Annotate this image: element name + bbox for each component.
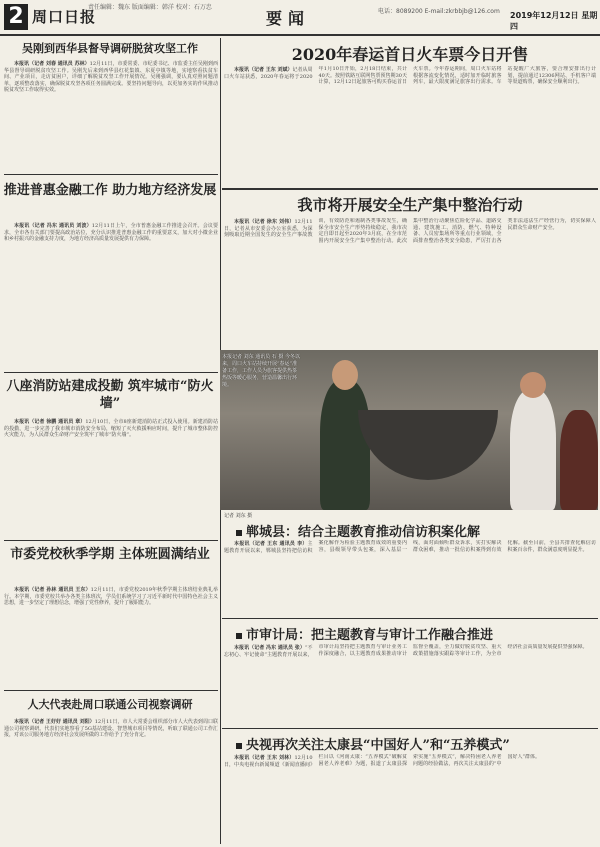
divider [4, 174, 218, 175]
fourth-article-title: 市审计局：把主题教育与审计工作融合推进 [236, 624, 596, 643]
left-article-1-body: 本报讯（记者 刘春 通讯员 苏林）12月11日，市委常委、市纪委书记、市监委主任吴刚到西华县督导调研脱贫攻坚工作。吴刚先后来到西华县红花集镇、东夏亭镇等地，实地察看扶贫车间、产业项目，走访贫困户，详细了解脱贫攻坚工作开展情况。吴刚强调，要认真对照问题清单，逐项整改落实，确保脱贫攻坚各项任务圆满完成。要坚持问题导向，以更加务实的作风推动脱贫攻坚工作取得实效。 [4, 61, 218, 94]
byline: 本报讯（记者 刘春 通讯员 苏林） [14, 61, 90, 67]
section-title: 要闻 [266, 9, 311, 28]
left-article-2-title: 推进普惠金融工作 助力地方经济发展 [3, 183, 217, 198]
bullet-icon [236, 633, 242, 639]
bullet-icon [236, 530, 242, 536]
newspaper-logo: 周口日报 [32, 8, 97, 26]
left-article-3-body: 本报讯（记者 徐鹏 通讯员 章）12月10日，全市8座新建消防站正式投入使用。新建消防站的投勤，进一步完善了我市城市消防安全布局，缩短了灭火救援响应时间，提升了城市整体防控火灾能力，为人民群众生命财产安全筑牢了城市“防火墙”。 [4, 419, 218, 439]
left-article-2-body: 本报讯（记者 冯东 通讯员 刘波）12月11日上午，全市普惠金融工作推进会召开。会议要求，全市各有关部门要提高政治站位，充分认识推进普惠金融工作的重要意义，加大对小微企业和乡村振兴的金融支持力度，为地方经济高质量发展提供有力保障。 [4, 223, 218, 243]
left-article-5-title: 人大代表赴周口联通公司视察调研 [27, 698, 193, 711]
left-article-5-body: 本报讯（记者 王好好 通讯员 刘阳）12月11日，市人大常委会组织部分市人大代表到周口联通公司视察调研。代表们实地察看了5G基站建设、智慧城市项目等情况，听取了联通公司工作汇报，对该公司服务地方经济社会发展所做的工作给予了充分肯定。 [4, 719, 218, 739]
contact-info: 电话：8089200 E-mail:zkrbbjb@126.com [378, 8, 500, 15]
main-article-title: 2020年春运首日火车票今日开售 [291, 45, 529, 64]
fifth-article-body: 本报讯（记者 王东 刘林）12月10日，中央电视台新闻频道《新闻直播间》栏目以《河南太康：“五养模式”破解贫困老人养老难》为题，报道了太康县探索实施“五养模式”，解决特困老人养老问题的经验做法，再次关注太康县的“中国好人”群体。 [224, 754, 541, 768]
fourth-article-body: 本报讯（记者 冯东 通讯员 张）“不忘初心、牢记使命”主题教育开展以来，市审计局坚持把主题教育与审计业务工作深度融合，以主题教育成果推动审计监督全覆盖，全力做好脱贫攻坚、重大政策措施落实跟踪等审计工作，为全市经济社会高质量发展提供坚强保障。 [224, 644, 588, 658]
safety-article-body: 本报讯（记者 徐东 刘伟）12月11日，记者从市安委会办公室获悉，为深刻吸取近期全国发生的安全生产事故教训，有效防范和遏制各类事故发生，确保全市安全生产形势持续稳定，我市决定自即日起至2020年3月底，在全市范围内开展安全生产集中整治行动。此次集中整治行动聚焦危险化学品、道路交通、建筑施工、消防、燃气、特种设备、人员密集场所等重点行业领域，全面排查整治各类安全隐患，严厉打击各类非法违法生产经营行为，切实保障人民群众生命财产安全。 [224, 218, 596, 244]
third-article-body: 本报讯（记者 王东 通讯员 李）主题教育开展以来，郸城县坚持把信访积案化解作为检验主题教育成效的重要内容，县级领导带头包案，深入基层一线，面对面倾听群众诉求，实打实解决群众困难，推动一批信访积案得到有效化解。截至目前，全县共排查化解信访积案百余件，群众满意度明显提升。 [224, 540, 596, 554]
safety-article-title: 我市将开展安全生产集中整治行动 [297, 196, 523, 214]
fifth-article-title: 央视再次关注太康县“中国好人”和“五养模式” [236, 734, 596, 753]
person-figure [320, 380, 370, 510]
left-article-1-title: 吴刚到西华县督导调研脱贫攻坚工作 [22, 42, 198, 55]
third-article-title: 郸城县：结合主题教育推动信访积案化解 [236, 521, 596, 540]
bullet-icon [236, 743, 242, 749]
person-head [520, 372, 546, 398]
divider [4, 690, 218, 691]
person-figure [560, 410, 598, 510]
page-number: 2 [4, 4, 28, 30]
editor-info: 责任编辑：魏东 版面编辑：韩洋 校对：石万忠 [88, 4, 212, 11]
divider [222, 188, 598, 190]
page-header [0, 0, 600, 36]
left-article-4-title: 市委党校秋季学期 主体班圆满结业 [10, 547, 210, 562]
divider [222, 618, 598, 619]
photo-credit: 记者 刘东 摄 [224, 513, 253, 519]
main-article-body: 本报讯（记者 王东 刘斌）记者从周口火车站获悉，2020年春运将于2020年1月10日开始，2月18日结束，共计40天。按照铁路互联网售票预售期30天计算，12月12日起旅客可购买春运首日火车票。今年春运期间，周口火车站将根据客流变化情况，适时加开临时旅客列车，最大限度满足旅客出行需求。车站提醒广大旅客，要合理安排出行计划，提前通过12306网站、手机客户端等渠道购票，确保安全顺利出行。 [224, 66, 596, 86]
cooking-pot [358, 410, 498, 480]
divider [222, 728, 598, 729]
divider [4, 540, 218, 541]
left-article-4-body: 本报讯（记者 孙林 通讯员 王东）12月11日，市委党校2019年秋季学期主体班结业典礼举行。本学期，市委党校共举办各类主体班次，学员们系统学习了习近平新时代中国特色社会主义思想，进一步坚定了理想信念，增强了党性修养，提升了履职能力。 [4, 587, 218, 607]
divider [4, 372, 218, 373]
left-article-3-title: 八座消防站建成投勤 筑牢城市“防火墙” [6, 379, 214, 411]
issue-date: 2019年12月12日 星期四 [510, 11, 598, 31]
person-head [332, 360, 358, 390]
person-figure [510, 390, 556, 510]
photo-caption: 本报记者 刘东 通讯员 石 摄 今冬以来，周口火车站持续开展“春运”准备工作，工作人员为旅客提供热茶热饭等暖心服务，营造温馨出行环境。 [222, 354, 300, 388]
